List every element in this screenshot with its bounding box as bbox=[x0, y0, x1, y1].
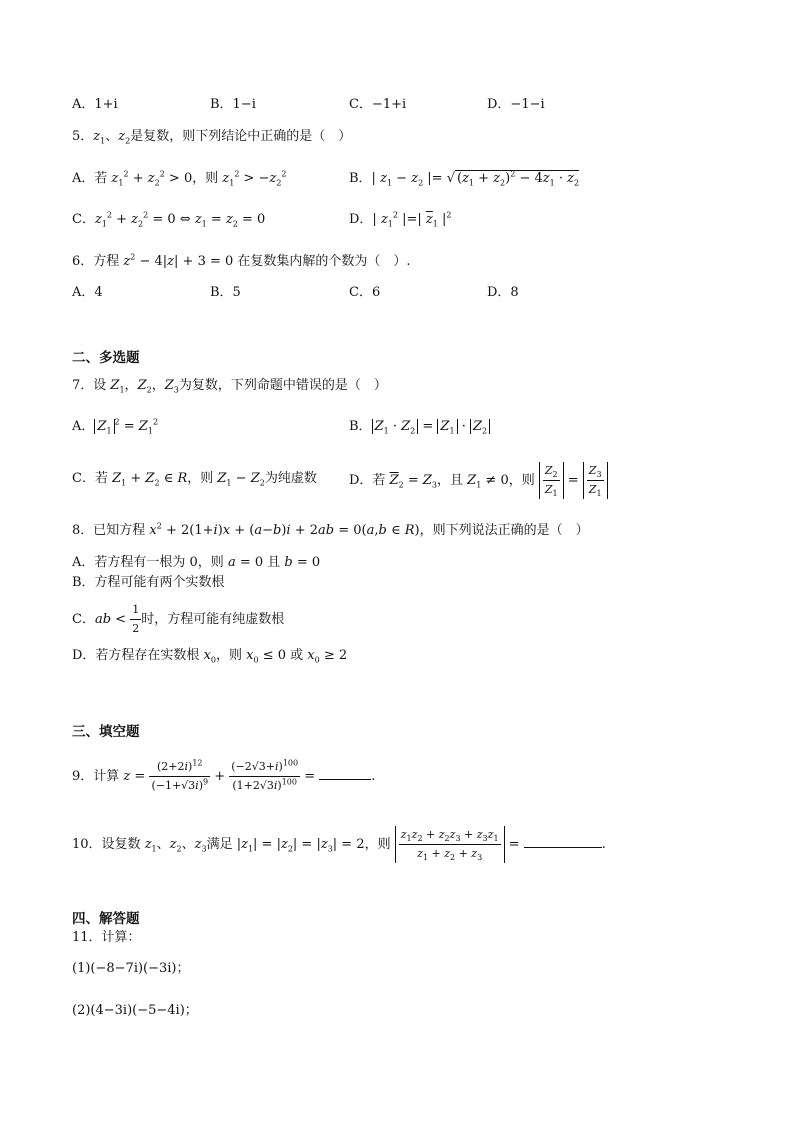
section-heading-multiple-choice: 二、多选题 bbox=[72, 350, 140, 366]
q5-option-a: A．若 $z_1^2 + z_2^2 > 0$，则 $z_1^2 > -z_2^2$ bbox=[72, 169, 287, 188]
q7-stem: 7．设 $Z_1$，$Z_2$，$Z_3$为复数，下列命题中错误的是（ ） bbox=[72, 378, 387, 395]
q8-option-d: D．若方程存在实数根 $x_0$，则 $x_0 \le 0$ 或 $x_0 \ge 2$ bbox=[72, 648, 348, 665]
q5-option-b: B．| $z_1 - z_2$ |= √ $(z_1 + z_2)^2 - 4z_1 \cdot z_2$ bbox=[349, 169, 580, 188]
q7-option-d: D．若 $\overline{Z}_2 = Z_3$，且 $Z_1 \ne 0$，则 $\frac{Z_2}{Z_1}$ = $\frac{Z_3}{Z_1}$ bbox=[349, 462, 608, 499]
q6-option-b: B．5 bbox=[210, 285, 241, 300]
q4-option-a: A．1+i bbox=[72, 97, 118, 112]
q11-part1: (1)(−8−7i)(−3i)； bbox=[72, 961, 190, 976]
q7-option-a: A． $Z_1^2 = Z_1^2$ bbox=[72, 417, 159, 436]
q11-stem: 11．计算： bbox=[72, 930, 141, 945]
q4-option-b: B．1−i bbox=[210, 97, 256, 112]
q9-stem: 9．计算 z = $\frac{(2+2i)^{12}}{(-1+√3i)^9}$ + $\frac{(-2√3+i)^{100}}{(1+2√3i)^{100}}$ = . bbox=[72, 758, 376, 792]
q8-option-a: A．若方程有一根为 0，则 a = 0 且 b = 0 bbox=[72, 555, 321, 570]
q6-option-d: D．8 bbox=[487, 285, 519, 300]
section-heading-solution: 四、解答题 bbox=[72, 911, 140, 927]
q6-option-c: C．6 bbox=[349, 285, 381, 300]
q8-stem: 8．已知方程 $x^2 + 2(1+i)x + (a-b)i + 2ab = 0(a,b$ ∈ R)，则下列说法正确的是（ ） bbox=[72, 521, 589, 538]
q8-option-b: B．方程可能有两个实数根 bbox=[72, 575, 225, 590]
q8-option-c: C．ab < $\frac{1}{2}$ 时，方程可能有纯虚数根 bbox=[72, 603, 285, 635]
q10-stem: 10．设复数 $z_1$、$z_2$、$z_3$满足 $|z_1| = |z_2| = |z_3| = 2$，则 $\frac{z_1z_2 + z_2z_3 + z_3z_1}{z_1 + z_2 + z_3}$ = . bbox=[72, 828, 606, 863]
q11-part2: (2)(4−3i)(−5−4i)； bbox=[72, 1003, 198, 1018]
q6-option-a: A．4 bbox=[72, 285, 103, 300]
q5-stem: 5．$z_1$、$z_2$是复数，则下列结论中正确的是（ ） bbox=[72, 129, 352, 146]
q4-option-d: D．−1−i bbox=[487, 97, 545, 112]
q5-option-d: D．| $z_1^2$ |=| $\overline{z}_1$ $|^2$ bbox=[349, 210, 452, 229]
q7-option-b: B． $Z_1 \cdot Z_2 = Z_1 \cdot Z_2$ bbox=[349, 418, 490, 436]
section-heading-fill-in: 三、填空题 bbox=[72, 724, 140, 740]
q6-stem: 6．方程 $z^2 - 4|z| + 3 = 0$ 在复数集内解的个数为（ ）. bbox=[72, 252, 411, 269]
q4-option-c: C．−1+i bbox=[349, 97, 407, 112]
q5-option-c: C．$z_1^2 + z_2^2 = 0$ ⇔ $z_1 = z_2 = 0$ bbox=[72, 210, 266, 229]
q7-option-c: C．若 $Z_1 + Z_2$ ∈ R，则 $Z_1 - Z_2$为纯虚数 bbox=[72, 471, 317, 488]
